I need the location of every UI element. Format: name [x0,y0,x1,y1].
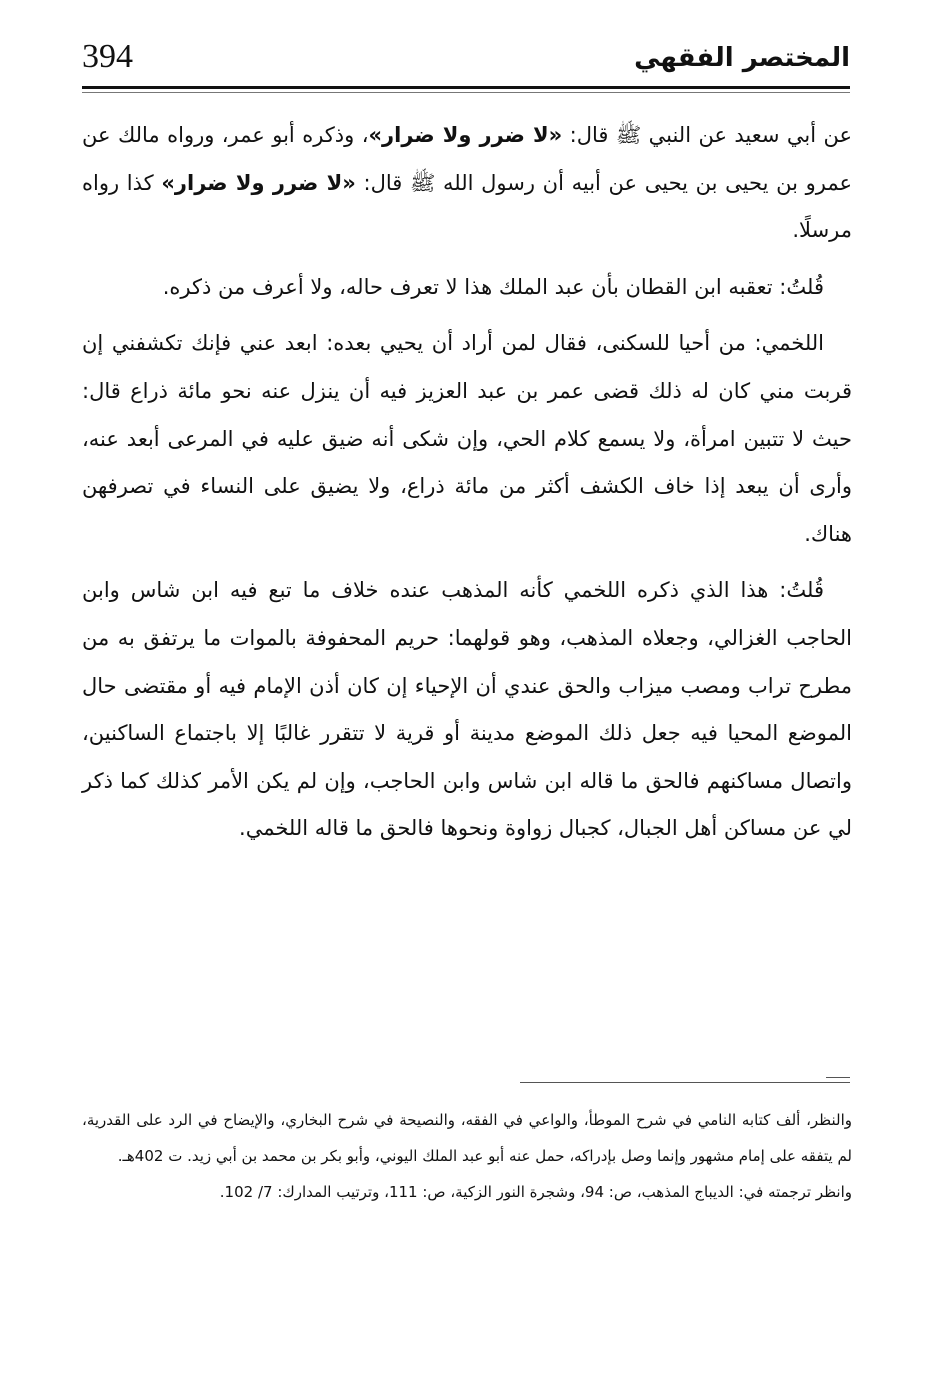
qultu-text-1: : تعقبه ابن القطان بأن عبد الملك هذا لا تعرف حاله، ولا أعرف من ذكره. [162,274,787,299]
qultu-text-2: : هذا الذي ذكره اللخمي كأنه المذهب عنده خلاف ما تبع فيه ابن شاس وابن الحاجب الغزالي، وجعلاه المذهب، وهو قولهما: حريم المحفوفة بالموات ما يرتفق به من مطرح تراب ومصب ميزاب والحق عندي أن الإحياء إن كان أذن الإمام فيه أو مقتضى حال الموضع المحيا فيه جعل ذلك الموضع مدينة أو قرية لا تتقرر غالبًا إلا باجتماع الساكنين، واتصال مساكنهم فالحق ما قاله ابن شاس وابن الحاجب، وإن لم يكن الأمر كذلك كما ذكر لي عن مساكن أهل الجبال، كجبال زواوة ونحوها فالحق ما قاله اللخمي. [82,578,852,841]
main-text [82,112,852,862]
qultu-lead-1: قُلتُ [786,274,824,299]
footnote-continuation: والنظر، ألف كتابه النامي في شرح الموطأ، والواعي في الفقه، والنصيحة في شرح البخاري، والإيضاح في الرد على القدرية، لم يتفقه على إمام مشهور وإنما وصل بإدراكه، حمل عنه أبو عبد الملك اليوني، وأبو بكر بن محمد بن أبي زيد. ت 402هـ. [82,1111,852,1165]
paragraph-hadith [82,112,852,255]
footnote-references: وانظر ترجمته في: الديباج المذهب، ص: 94، وشجرة النور الزكية، ص: 111، وترتيب المدارك: 7/ 102. [219,1183,852,1201]
paragraph-hadith-part-c: ، وذكره أبو عمر، ورواه مالك عن عمرو بن يحيى بن يحيى عن أبيه أن رسول الله ﷺ قال: [82,123,853,195]
footnote-rule [520,1082,850,1083]
header-rule-thin [82,92,850,93]
qultu-lead-2: قُلتُ [786,578,824,603]
footnotes [82,1102,852,1210]
hadith-quote-1: «لا ضرر ولا ضرار» [368,123,563,147]
running-title: المختصر الفقهي [634,43,850,73]
page-number: 394 [82,38,133,75]
paragraph-hadith-part-e: كذا رواه مرسلًا. [82,170,852,243]
footnote-rule-mark [826,1077,850,1078]
header-rule [82,86,850,89]
paragraph-qultu-2 [82,567,852,853]
paragraph-lakhmi: اللخمي: من أحيا للسكنى، فقال لمن أراد أن يحيي بعده: ابعد عني فإنك تكشفني إن قربت مني كان له ذلك قضى عمر بن عبد العزيز فيه أن ينزل عنه نحو مائة ذراع قال: حيث لا تتبين امرأة، ولا يسمع كلام الحي، وإن شكى أنه ضيق عليه في المرعى أبعد عنه، وأرى أن يبعد إذا خاف الكشف أكثر من مائة ذراع، ولا يضيق على النساء في تصرفهن هناك. [82,331,852,546]
paragraph-hadith-part-a: عن أبي سعيد عن النبي ﷺ قال: [562,123,853,147]
hadith-quote-2: «لا ضرر ولا ضرار» [161,170,356,195]
page-header [82,34,850,86]
paragraph-qultu-1 [82,264,852,312]
